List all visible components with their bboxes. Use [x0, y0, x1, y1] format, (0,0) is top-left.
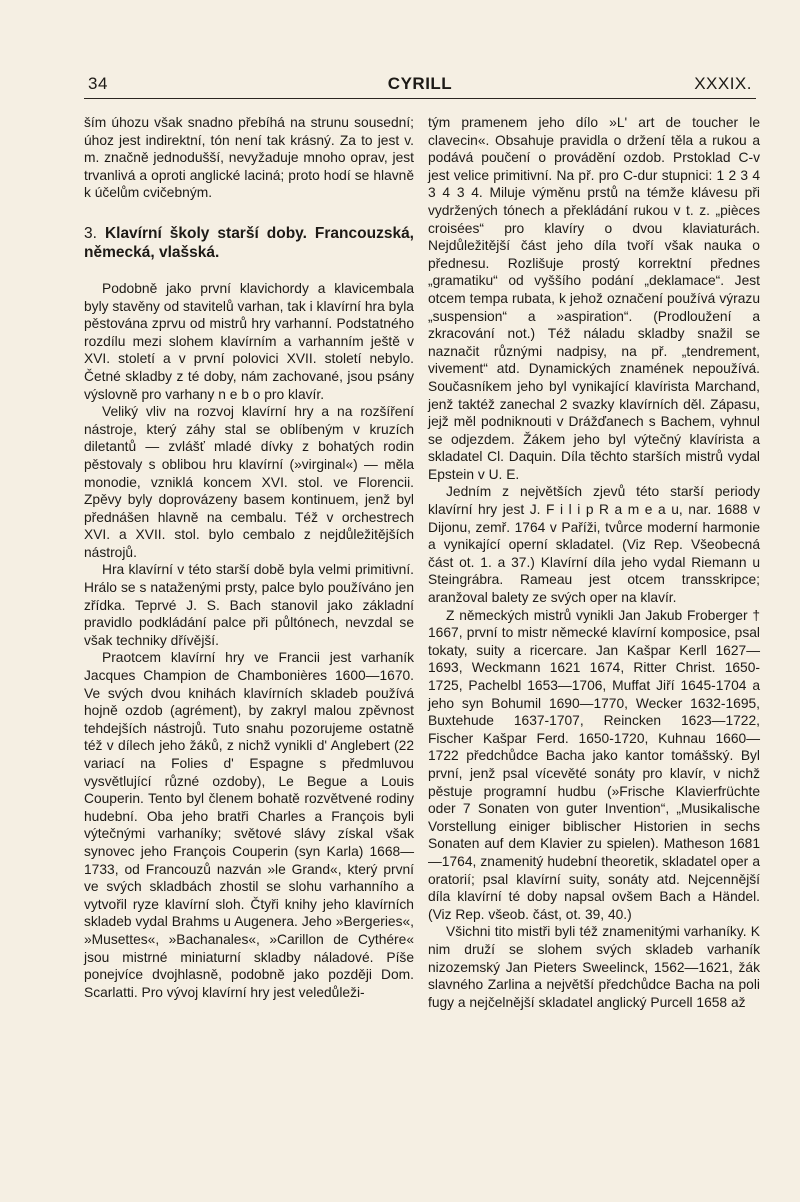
paragraph: Veliký vliv na rozvoj klavírní hry a na rozšíření nástroje, který záhy stal se oblíbeným v kruzích diletantů — zvlášť mladé dívky z bohatých rodin pěstovaly s oblibou hru klavírní (»virginal«) — měla monodie, vzniklá koncem XVI. stol. ve Florencii. Zpěvy byly doprovázeny basem kontinuem, jenž byl přednášen hlavně na cembalu. Též v orchestrech XVI. a XVII. stol. bylo cembalo z nejdůležitějších nástrojů. [84, 404, 414, 560]
section-heading [84, 224, 414, 262]
running-header [84, 74, 756, 99]
paragraph: Praotcem klavírní hry ve Francii jest varhaník Jacques Champion de Chambonières 1600—1670. Ve svých dvou knihách klavírních skladeb používá hojně ozdob (agrément), by zakryl malou zpěvnost tehdejších nástrojů. Tuto snahu pozorujeme ostatně též v dílech jeho žáků, z nichž vynikli d' Anglebert (22 variací na Folies d' Espagne s předmluvou vysvětlující různé ozdoby), Le Begue a Louis Couperin. Tento byl členem bohatě rozvětvené rodiny hudební. Oba jeho bratři Charles a François byli výtečnými varhaníky; světové slávy získal však synovec jeho François Couperin (syn Karla) 1668—1733, od Francouzů nazván »le Grand«, který první ve svých skladbách zhostil se slohu varhanního a vytvořil ryze klavírní sloh. Čtyři knihy jeho klavírních skladeb vydal Brahms u Augenera. Jeho »Bergeries«, »Musettes«, »Bachanales«, »Carillon de Cythére« jsou mistrné miniaturní skladby náladové. Píše ponejvíce dvojhlasně, podobně jako později Dom. Scarlatti. Pro vývoj klavírní hry jest veledůleži- [84, 650, 414, 1000]
page-number: 34 [88, 74, 108, 93]
paragraph: Hra klavírní v této starší době byla velmi primitivní. Hrálo se s nataženými prsty, palce bylo používáno jen zřídka. Teprvé J. S. Bach stanovil jako základní pravidlo podkládání palce při půltónech, nevzdal se však techniky dřívější. [84, 562, 414, 648]
right-column [428, 114, 760, 1011]
paragraph: Z německých mistrů vynikli Jan Jakub Froberger † 1667, první to mistr německé klavírní komposice, psal tokaty, suity a ricercare. Jan Kašpar Kerll 1627—1693, Weckmann 1621 1674, Ritter Christ. 1650-1725, Pachelbl 1653—1706, Muffat Jiří 1645-1704 a jeho syn Bohumil 1690—1770, Wecker 1632-1695, Buxtehude 1637-1707, Reincken 1623—1722, Fischer Kašpar Ferd. 1650-1720, Kuhnau 1660—1722 předchůdce Bacha jako kantor tomášský. Byl první, jenž psal vícevěté sonáty pro klavír, v nichž pěstuje programní hudbu (»Frische Klavierfrüchte oder 7 Sonaten von guter Invention“, „Musikalische Vorstellung einiger biblischer Historien in sechs Sonaten auf dem Klavier zu spielen). Matheson 1681—1764, znamenitý hudební theoretik, skladatel oper a oratorií; psal klavírní suity, sonáty atd. Nejcennější díla klavírní té doby napsal ovšem Bach a Händel. (Viz Rep. všeob. část, ot. 39, 40.) [428, 607, 760, 922]
paragraph: Všichni tito mistři byli též znamenitými varhaníky. K nim druží se slohem svých skladeb varhaník nizozemský Jan Pieters Sweelinck, 1562—1621, žák slavného Zarlina a největší předchůdce Bacha na poli fugy a nejčelnější skladatel anglický Purcell 1658 až [428, 924, 760, 1010]
left-column [84, 114, 414, 1001]
running-title: CYRILL [387, 74, 453, 93]
section-heading-text: Klavírní školy starší doby. Francouzská, německá, vlašská. [84, 224, 414, 261]
section-number: XXXIX. [694, 74, 752, 93]
paragraph: tým pramenem jeho dílo »L' art de toucher le clavecin«. Obsahuje pravidla o držení těla a rukou a podává poučení o provádění ozdob. Prstoklad C-v jest velice primitivní. Na př. pro C-dur stupnici: 1 2 3 4 3 4 3 4. Miluje výměnu prstů na témže klávesu při vydržených tónech a překládání rukou v t. z. „pièces croisées“ pro klavíry o dvou klaviaturách. Nejdůležitější část jeho díla tvoří však nauka o přednesu. Rozlišuje prostý korrektní přednes „gramatiku“ od vyššího podání „deklamace“. Jest otcem tempa rubata, k jehož označení používá výrazu „suspension“ a »aspiration“. (Prodloužení a zkracování not.) Též náladu skladby snažil se naznačit různými nadpisy, na př. „tendrement, vivement“ atd. Dynamických znamének nepoužívá. Současníkem jeho byl vynikající klavírista Marchand, jenž taktéž zanechal 2 svazky klavírních děl. Zápasu, jejž měl podniknouti v Drážďanech s Bachem, vyhnul se odjezdem. Žákem jeho byl výtečný klavírista a skladatel Cl. Daquin. Díla těchto starších mistrů vydal Epstein v U. E. [428, 115, 760, 482]
paragraph: Jedním z největších zjevů této starší periody klavírní hry jest J. F i l i p R a m e a u, nar. 1688 v Dijonu, zemř. 1764 v Paříži, tvůrce moderní harmonie a vynikající operní skladatel. (Viz Rep. Všeobecná část ot. 1. a 37.) Klavírní díla jeho vydal Riemann u Steingrábra. Rameau jest otcem transskripce; aranžoval balety ze svých oper na klavír. [428, 484, 760, 606]
paragraph: Podobně jako první klavichordy a klavicembala byly stavěny od stavitelů varhan, tak i klavírní hra byla pěstována zprvu od mistrů hry varhanní. Podstatného rozdílu mezi slohem klavírním a varhanním ještě v XVI. století a v první polovici XVII. století nebylo. Četné skladby z té doby, nám zachované, jsou psány výslovně pro varhany n e b o pro klavír. [84, 280, 414, 402]
section-heading-number: 3. [84, 224, 97, 242]
paragraph: ším úhozu však snadno přebíhá na strunu sousední; úhoz jest indirektní, tón není tak krásný. Za to jest v. m. značně jednodušší, nevyžaduje mnoho oprav, jest trvanlivá a oproti anglické laciná; proto hodí se hlavně k účelům cvičebným. [84, 115, 414, 201]
